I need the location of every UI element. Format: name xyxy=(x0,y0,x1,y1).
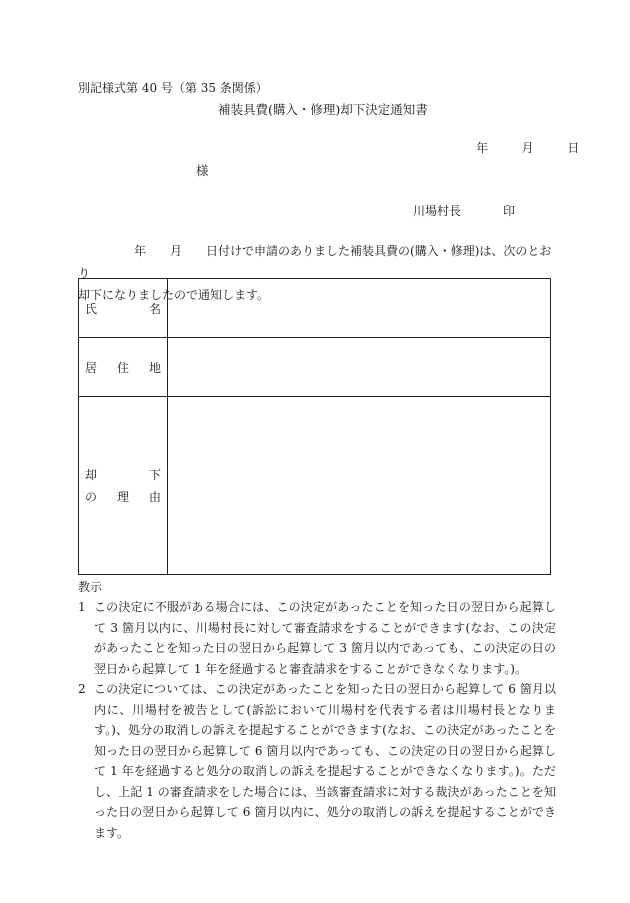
reason-label-char-4: 理 xyxy=(116,489,129,504)
instruction-item-2 xyxy=(78,679,556,843)
issuer-name: 川場村長 xyxy=(413,204,462,218)
form-number-label: 別記様式第 40 号（第 35 条関係） xyxy=(78,81,268,95)
name-label-char-2: 名 xyxy=(148,301,161,316)
intro-text-2: 却下になりましたので通知します。 xyxy=(78,288,270,302)
name-label-char-1: 氏 xyxy=(85,301,98,316)
date-year: 年 xyxy=(476,141,489,155)
instruction-text-2: この決定については、この決定があったことを知った日の翌日から起算して 6 箇月以内に、川場村を被告として(訴訟において川場村を代表する者は川場村長となります。)、処分の取消しの訴えを提起することができます(なお、この決定があったことを知った日の翌日から起算して 6 箇月以内であっても、この決定の日の翌日から起算して 1 年を経過すると処分の取消しの訴えを提起することができなくなります。)。ただし、上記 1 の審査請求をした場合には、当該審査請求に対する裁決があったことを知った日の翌日から起算して 6 箇月以内に、処分の取消しの訴えを提起することができます。 xyxy=(94,682,556,840)
intro-year: 年 xyxy=(134,244,147,258)
instruction-number-1: 1 xyxy=(78,600,86,614)
address-row xyxy=(79,338,551,397)
instruction-heading: 教示 xyxy=(78,580,103,594)
reason-row xyxy=(79,397,551,575)
reason-label-char-2: 下 xyxy=(148,467,161,482)
address-label-cell xyxy=(79,338,168,397)
reason-label-cell xyxy=(79,397,168,575)
instruction-item-1 xyxy=(78,597,556,679)
issuer-line xyxy=(413,203,515,219)
addressee-honorific: 様 xyxy=(196,163,209,178)
instruction-number-2: 2 xyxy=(78,682,86,696)
name-value-cell[interactable] xyxy=(168,279,551,338)
address-value-cell[interactable] xyxy=(168,338,551,397)
name-label-cell xyxy=(79,279,168,338)
applicant-info-table xyxy=(78,278,551,575)
document-title: 補装具費(購入・修理)却下決定通知書 xyxy=(218,102,428,117)
date-line xyxy=(476,140,579,156)
name-row xyxy=(79,279,551,338)
reason-label-char-3: の xyxy=(85,489,98,504)
date-day: 日 xyxy=(567,141,580,155)
instruction-section xyxy=(78,577,556,843)
address-label-char-3: 地 xyxy=(148,360,161,375)
date-month: 月 xyxy=(521,141,534,155)
seal-mark: 印 xyxy=(503,204,516,218)
intro-text-1: 日付けで申請のありました補装具費の(購入・修理)は、次のとおり xyxy=(78,244,552,280)
address-label-char-1: 居 xyxy=(85,360,98,375)
reason-value-cell[interactable] xyxy=(168,397,551,575)
instruction-text-1: この決定に不服がある場合には、この決定があったことを知った日の翌日から起算して 3 箇月以内に、川場村長に対して審査請求をすることができます(なお、この決定があったことを知った日の翌日から起算して 3 箇月以内であっても、この決定の日の翌日から起算して 1 年を経過すると審査請求をすることができなくなります。)。 xyxy=(94,600,556,676)
reason-label-char-5: 由 xyxy=(148,489,161,504)
reason-label-char-1: 却 xyxy=(85,467,98,482)
address-label-char-2: 住 xyxy=(116,360,129,375)
intro-month: 月 xyxy=(170,244,183,258)
